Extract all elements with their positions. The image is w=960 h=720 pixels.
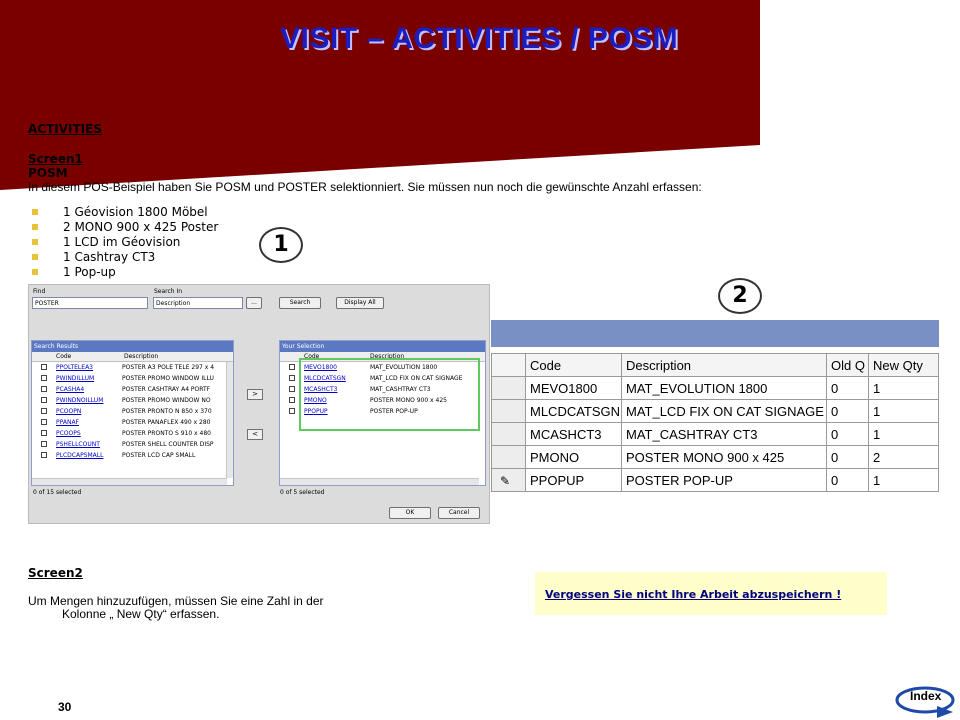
cell-new-qty[interactable]: 1 (869, 423, 939, 446)
selection-horizontal-scrollbar[interactable] (280, 478, 479, 485)
table-row[interactable] (32, 406, 233, 417)
row-checkbox[interactable] (41, 397, 47, 403)
results-vertical-scrollbar[interactable] (226, 362, 233, 478)
row-code[interactable]: PWINDNOILLUM (56, 397, 104, 404)
row-code[interactable]: PMONO (304, 397, 327, 404)
search-results-title: Search Results (32, 341, 233, 352)
table-row[interactable] (32, 362, 233, 373)
cell-code: MCASHCT3 (526, 423, 622, 446)
cell-description: MAT_EVOLUTION 1800 (622, 377, 827, 400)
table-header-row (492, 354, 939, 377)
table-row[interactable] (492, 423, 939, 446)
bullet-text: 1 Cashtray CT3 (63, 250, 156, 264)
row-selector[interactable] (492, 400, 526, 423)
cell-code: MLCDCATSGN (526, 400, 622, 423)
row-description: POSTER LCD CAP SMALL (122, 452, 196, 459)
row-checkbox[interactable] (289, 375, 295, 381)
results-column-header (32, 352, 233, 362)
row-code[interactable]: PPANAF (56, 419, 80, 426)
results-selected-count: 0 of 15 selected (33, 489, 82, 496)
row-code[interactable]: PPOLTELEA3 (56, 364, 93, 371)
bullet-square-icon (32, 254, 38, 260)
cell-new-qty[interactable]: 1 (869, 469, 939, 492)
row-description: MAT_EVOLUTION 1800 (370, 364, 438, 371)
find-label: Find (33, 288, 46, 295)
row-description: MAT_CASHTRAY CT3 (370, 386, 431, 393)
cell-new-qty[interactable]: 1 (869, 400, 939, 423)
row-checkbox[interactable] (289, 364, 295, 370)
bullet-item (32, 265, 218, 280)
bullet-text: 2 MONO 900 x 425 Poster (63, 220, 219, 234)
cell-old-qty: 0 (827, 446, 869, 469)
row-selector[interactable] (492, 469, 526, 492)
table-row[interactable] (32, 395, 233, 406)
row-description: MAT_LCD FIX ON CAT SIGNAGE (370, 375, 463, 382)
screen2-heading: Screen2 (28, 566, 83, 580)
quantity-table (491, 353, 939, 492)
bullet-item (32, 235, 218, 250)
your-selection-title: Your Selection (280, 341, 485, 352)
bullet-text: 1 Géovision 1800 Möbel (63, 205, 208, 219)
results-list (32, 362, 233, 461)
row-checkbox[interactable] (289, 397, 295, 403)
cell-description: POSTER MONO 900 x 425 (622, 446, 827, 469)
row-checkbox[interactable] (41, 386, 47, 392)
cell-old-qty: 0 (827, 423, 869, 446)
bullet-text: 1 Pop-up (63, 265, 116, 279)
table-row[interactable] (32, 450, 233, 461)
table-row[interactable] (32, 384, 233, 395)
index-link[interactable]: Index (910, 689, 942, 703)
table-row[interactable] (492, 469, 939, 492)
row-code[interactable]: PWINDILLUM (56, 375, 95, 382)
row-code[interactable]: PSHELLCOUNT (56, 441, 100, 448)
selection-col-description[interactable]: Description (370, 353, 405, 360)
add-to-selection-button[interactable]: > (247, 389, 263, 400)
activities-heading: ACTIVITIES (28, 122, 102, 136)
row-checkbox[interactable] (41, 408, 47, 414)
grid-title-bar (491, 320, 939, 347)
row-checkbox[interactable] (41, 419, 47, 425)
search-in-label: Search In (154, 288, 183, 295)
row-selector[interactable] (492, 423, 526, 446)
bullet-text: 1 LCD im Géovision (63, 235, 181, 249)
row-checkbox[interactable] (41, 375, 47, 381)
cancel-button[interactable]: Cancel (438, 507, 480, 519)
row-checkbox[interactable] (289, 386, 295, 392)
step-marker-2: 2 (718, 278, 762, 314)
cell-description: MAT_LCD FIX ON CAT SIGNAGE (622, 400, 827, 423)
row-code[interactable]: MEVO1800 (304, 364, 337, 371)
search-results-panel (31, 340, 234, 486)
cell-old-qty: 0 (827, 377, 869, 400)
row-selector[interactable] (492, 377, 526, 400)
row-code[interactable]: PPOPUP (304, 408, 328, 415)
results-col-code[interactable]: Code (56, 353, 72, 360)
search-button[interactable]: Search (279, 297, 321, 309)
row-code[interactable]: PCOOPN (56, 408, 82, 415)
row-checkbox[interactable] (41, 441, 47, 447)
cell-code: PPOPUP (526, 469, 622, 492)
table-row[interactable] (32, 417, 233, 428)
row-code[interactable]: PLCDCAPSMALL (56, 452, 104, 459)
row-description: POSTER POP-UP (370, 408, 418, 415)
cell-code: MEVO1800 (526, 377, 622, 400)
screen1-heading: Screen1 (28, 152, 83, 166)
col-header-code[interactable]: Code (526, 354, 622, 377)
cell-new-qty[interactable]: 1 (869, 377, 939, 400)
search-in-field[interactable]: Description (153, 297, 243, 309)
posm-search-dialog (28, 284, 490, 524)
col-header-new-qty[interactable]: New Qty (869, 354, 939, 377)
bullet-square-icon (32, 269, 38, 275)
selection-selected-count: 0 of 5 selected (280, 489, 325, 496)
row-description: POSTER PANAFLEX 490 x 280 (122, 419, 211, 426)
bullet-item (32, 250, 218, 265)
save-reminder-text: Vergessen Sie nicht Ihre Arbeit abzuspeichern ! (545, 588, 842, 601)
cell-code: PMONO (526, 446, 622, 469)
bullet-square-icon (32, 239, 38, 245)
row-code[interactable]: PCOOPS (56, 430, 81, 437)
row-description: POSTER CASHTRAY A4 PORTF (122, 386, 211, 393)
row-checkbox[interactable] (41, 430, 47, 436)
row-description: POSTER MONO 900 x 425 (370, 397, 447, 404)
table-row[interactable] (32, 373, 233, 384)
cell-old-qty: 0 (827, 469, 869, 492)
row-description: POSTER PROMO WINDOW ILLU (122, 375, 214, 382)
table-row[interactable] (32, 428, 233, 439)
row-description: POSTER PRONTO N 850 x 370 (122, 408, 212, 415)
table-row[interactable] (492, 377, 939, 400)
row-code[interactable]: MLCDCATSGN (304, 375, 346, 382)
results-horizontal-scrollbar[interactable] (32, 478, 227, 485)
cell-new-qty[interactable]: 2 (869, 446, 939, 469)
bullet-list (32, 205, 218, 280)
row-description: POSTER PROMO WINDOW NO (122, 397, 211, 404)
display-all-button[interactable]: Display All (336, 297, 384, 309)
posm-heading: POSM (28, 166, 68, 180)
find-input[interactable]: POSTER (32, 297, 148, 309)
cell-description: POSTER POP-UP (622, 469, 827, 492)
table-row[interactable] (492, 446, 939, 469)
screen2-text-line1: Um Mengen hinzuzufügen, müssen Sie eine Zahl in der (28, 594, 324, 608)
step-marker-1: 1 (259, 227, 303, 263)
col-header-old-qty[interactable]: Old Q (827, 354, 869, 377)
bullet-item (32, 205, 218, 220)
table-row[interactable] (492, 400, 939, 423)
intro-text: In diesem POS-Beispiel haben Sie POSM und POSTER selektionniert. Sie müssen nun noch die gewünschte Anzahl erfassen: (28, 180, 702, 194)
slide-title: VISIT – ACTIVITIES / POSM (280, 22, 679, 55)
page-number: 30 (58, 700, 72, 714)
bullet-square-icon (32, 224, 38, 230)
screen2-text-line2: Kolonne „ New Qty“ erfassen. (62, 607, 220, 621)
save-reminder-note (535, 572, 887, 615)
selection-col-code[interactable]: Code (304, 353, 320, 360)
row-description: POSTER A3 POLE TELE 297 x 4 (122, 364, 215, 371)
remove-from-selection-button[interactable]: < (247, 429, 263, 440)
selection-highlight (299, 358, 480, 431)
row-selector[interactable] (492, 446, 526, 469)
row-description: POSTER PRONTO S 910 x 480 (122, 430, 211, 437)
results-col-description[interactable]: Description (124, 353, 159, 360)
ok-button[interactable]: OK (389, 507, 431, 519)
quantity-grid (491, 320, 939, 487)
cell-description: MAT_CASHTRAY CT3 (622, 423, 827, 446)
table-row[interactable] (32, 439, 233, 450)
row-code[interactable]: PCASHA4 (56, 386, 85, 393)
row-checkbox[interactable] (41, 364, 47, 370)
bullet-item (32, 220, 218, 235)
row-description: POSTER SHELL COUNTER DISP (122, 441, 214, 448)
ellipsis-button[interactable]: ... (246, 297, 262, 309)
cell-old-qty: 0 (827, 400, 869, 423)
row-checkbox[interactable] (41, 452, 47, 458)
pencil-icon: ✎ (500, 473, 511, 488)
row-selector-header (492, 354, 526, 377)
row-code[interactable]: MCASHCT3 (304, 386, 338, 393)
bullet-square-icon (32, 209, 38, 215)
row-checkbox[interactable] (289, 408, 295, 414)
col-header-description[interactable]: Description (622, 354, 827, 377)
